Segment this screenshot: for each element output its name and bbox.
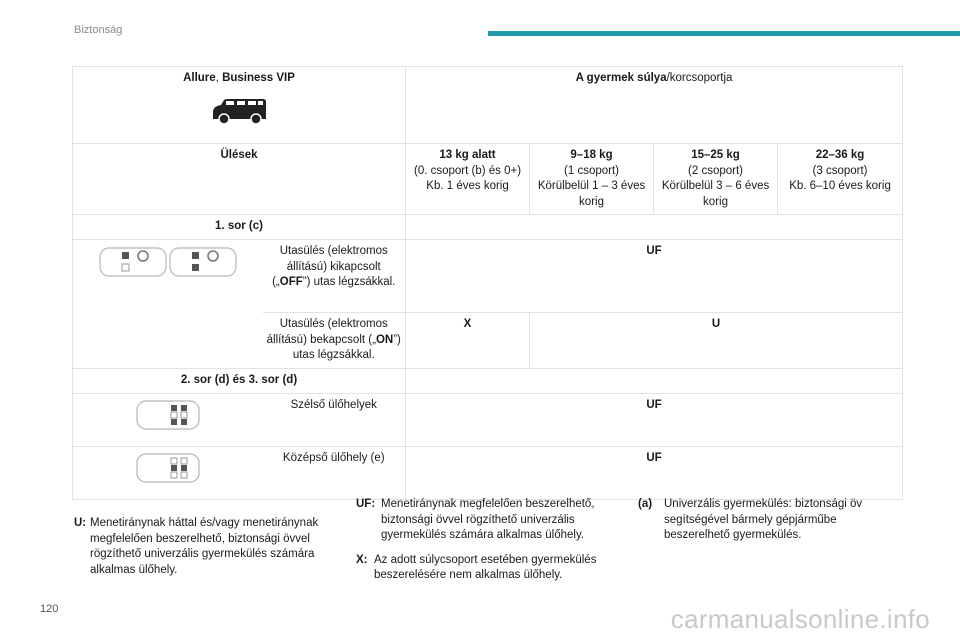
group-cell-2 [654, 144, 778, 215]
section-title: Biztonság [74, 24, 123, 36]
legend-uf [356, 497, 618, 544]
vehicle-label-b: Business VIP [222, 72, 295, 84]
weight-header-rest: /korcsoportja [666, 72, 733, 84]
center-seat-diagram-cell [73, 446, 263, 499]
watermark: carmanualsonline.info [670, 604, 930, 634]
weight-header-cell [406, 67, 903, 144]
off-bold: OFF [279, 276, 303, 288]
row2-label: 2. sor (d) és 3. sor (d) [73, 368, 406, 393]
vehicle-version-cell [73, 67, 406, 144]
group-title: 22–36 kg [815, 149, 865, 161]
vehicle-label-a: Allure [183, 72, 216, 84]
page-number: 120 [40, 603, 59, 615]
row1-blank [406, 215, 903, 240]
vehicle-label-sep: , [215, 72, 223, 84]
legend-key: (a) [638, 498, 653, 510]
group-cell-1 [530, 144, 654, 215]
center-seat-label: Középső ülőhely (e) [263, 446, 406, 499]
legend-a [638, 497, 878, 544]
passenger-on-value-rest: U [530, 313, 903, 369]
group-title: 9–18 kg [570, 149, 613, 161]
center-seat-value: UF [406, 446, 903, 499]
front-seat-diagram-icon [98, 244, 238, 280]
on-post: ”) utas légzsákkal. [292, 333, 401, 361]
child-seat-table [72, 66, 903, 500]
group-cell-0 [406, 144, 530, 215]
off-post: ”) utas légzsákkal. [302, 276, 396, 288]
header-accent-bar [488, 31, 960, 36]
legend-key: UF: [356, 498, 376, 510]
legend-key: X: [356, 553, 368, 566]
group-class: (3 csoport) [812, 164, 868, 177]
group-title: 13 kg alatt [439, 149, 496, 161]
legend-text: Menetiránynak megfelelően beszerelhető, biztonsági övvel rögzíthető univerzális gyermekülés számára alkalmas ülőhely. [381, 498, 595, 541]
outer-seat-diagram-icon [135, 398, 201, 432]
center-seat-diagram-icon [135, 451, 201, 485]
outer-seat-diagram-cell [73, 393, 263, 446]
weight-header-bold: A gyermek súlya [575, 72, 667, 84]
legend-x [356, 553, 618, 584]
group-age: Kb. 6–10 éves korig [789, 180, 891, 192]
outer-seats-label: Szélső ülőhelyek [263, 393, 406, 446]
legend-text: Univerzális gyermekülés: biztonsági öv segítségével bármely gépjárműbe beszerelhető gyermekülés. [664, 498, 863, 541]
passenger-off-value: UF [406, 240, 903, 313]
passenger-on-value-0: X [406, 313, 530, 369]
off-pre: Utasülés (elektromos állítású) kikapcsolt („ [272, 245, 388, 288]
legend-column-1 [74, 516, 344, 587]
group-class: (1 csoport) [564, 164, 619, 177]
on-bold: ON [375, 333, 394, 346]
legend-key: U: [74, 517, 87, 529]
group-age: Körülbelül 1 – 3 éves korig [537, 180, 646, 208]
front-seat-diagram-cell [73, 240, 263, 369]
passenger-off-label [263, 240, 406, 313]
group-title: 15–25 kg [691, 149, 740, 161]
group-age: Körülbelül 3 – 6 éves korig [661, 180, 770, 208]
on-pre: Utasülés (elektromos állítású) bekapcsolt („ [266, 318, 388, 346]
group-class: (2 csoport) [688, 164, 743, 177]
group-cell-3 [778, 144, 903, 215]
passenger-on-label [263, 313, 406, 369]
group-age: Kb. 1 éves korig [426, 180, 509, 192]
legend-column-2 [356, 497, 618, 593]
outer-seats-value: UF [406, 393, 903, 446]
van-side-icon [209, 96, 269, 126]
row2-blank [406, 368, 903, 393]
legend-text: Menetiránynak háttal és/vagy menetiránynak megfelelően beszerelhető, biztonsági övvel rögzíthető univerzális gyermekülés számára alkalmas ülőhely. [90, 517, 319, 576]
legend-u [74, 516, 344, 578]
row1-label: 1. sor (c) [73, 215, 406, 240]
legend-column-3 [638, 497, 878, 553]
seats-label: Ülések [73, 144, 406, 215]
legend-text: Az adott súlycsoport esetében gyermekülés beszerelésére nem alkalmas ülőhely. [374, 553, 597, 581]
group-class: (0. csoport (b) és 0+) [413, 164, 522, 177]
